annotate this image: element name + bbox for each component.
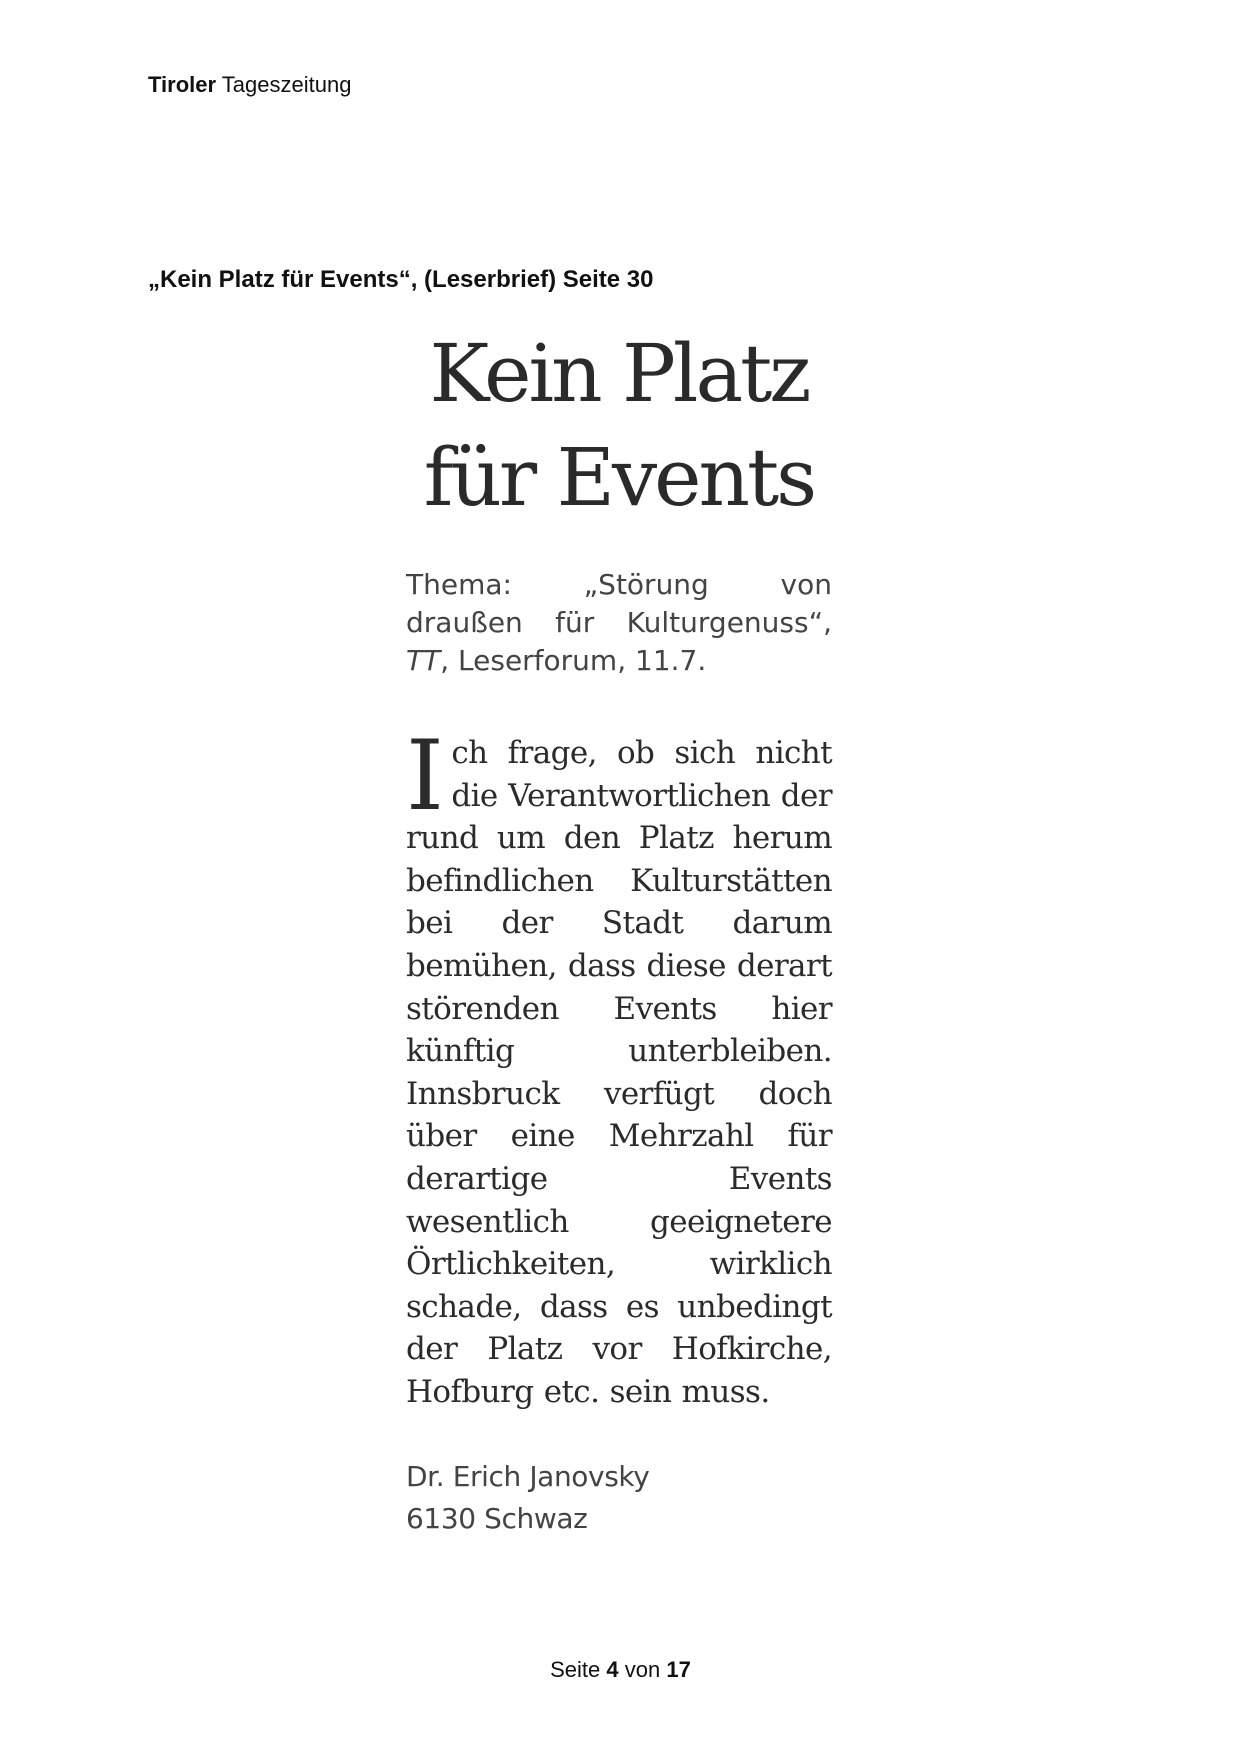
brand-name-bold: Tiroler	[148, 72, 217, 97]
topic-source: TT	[406, 644, 441, 677]
article-clipping	[406, 322, 832, 1540]
topic-rest: , Leserforum, 11.7.	[440, 644, 707, 677]
author-location: 6130 Schwaz	[406, 1501, 588, 1535]
brand-name-regular: Tageszeitung	[221, 72, 352, 97]
topic-text: Thema: „Störung von draußen für Kulturgenuss“,	[406, 568, 832, 639]
article-signature	[406, 1456, 832, 1540]
author-name: Dr. Erich Janovsky	[406, 1459, 650, 1493]
footer-middle: von	[624, 1657, 661, 1682]
article-headline	[406, 322, 832, 530]
drop-cap: I	[406, 720, 444, 832]
article-body	[406, 720, 832, 1414]
newspaper-header	[148, 72, 351, 98]
article-topic	[406, 566, 832, 680]
total-pages: 17	[666, 1657, 691, 1682]
article-body-text: ch frage, ob sich nicht die Verantwortlichen der rund um den Platz herum befindlichen Kulturstätten bei der Stadt darum bemühen, dass diese derart störenden Events hier künftig unterbleiben. Innsbruck verfügt doch über eine Mehrzahl für derartige Events wesentlich geeignetere Örtlichkeiten, wirklich schade, dass es unbedingt der Platz vor Hofkirche, Hofburg etc. sein muss.	[406, 735, 832, 1410]
clipping-reference: „Kein Platz für Events“, (Leserbrief) Seite 30	[148, 266, 654, 293]
current-page: 4	[606, 1657, 619, 1682]
headline-line-2: für Events	[423, 431, 815, 524]
footer-prefix: Seite	[550, 1657, 601, 1682]
page-footer	[0, 1657, 1241, 1683]
headline-line-1: Kein Platz	[429, 327, 809, 420]
